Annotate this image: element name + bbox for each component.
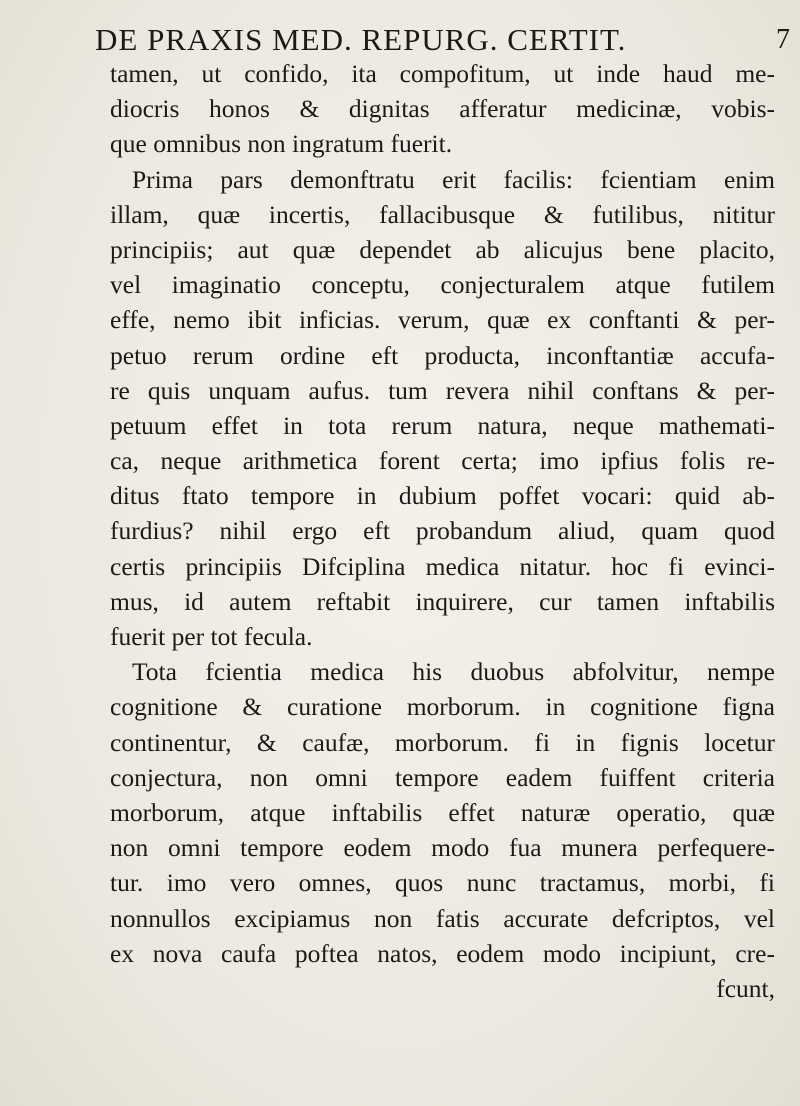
body-text xyxy=(110,56,775,1006)
text-line: tamen, ut confido, ita compofitum, ut inde haud me- xyxy=(110,59,775,88)
text-line: re quis unquam aufus. tum revera nihil conftans & per- xyxy=(110,375,775,405)
text-line: fcunt, xyxy=(716,973,775,1003)
text-line: diocris honos & dignitas afferatur medicinæ, vobis- xyxy=(110,94,775,124)
text-line: certis principiis Difciplina medica nitatur. hoc fi evinci- xyxy=(110,551,775,581)
running-title: DE PRAXIS MED. REPURG. CERTIT. xyxy=(95,22,627,57)
text-line: vel imaginatio conceptu, conjecturalem atque futilem xyxy=(110,270,775,300)
text-line: nonnullos excipiamus non fatis accurate defcriptos, vel xyxy=(110,903,775,933)
text-line: morborum, atque inftabilis effet naturæ operatio, quæ xyxy=(110,797,775,827)
text-line: que omnibus non ingratum fuerit. xyxy=(110,129,453,159)
text-line: furdius? nihil ergo eft probandum aliud, quam quod xyxy=(110,516,775,546)
text-line: cognitione & curatione morborum. in cognitione figna xyxy=(110,692,775,722)
text-line: Prima pars demonftratu erit facilis: fcientiam enim xyxy=(132,164,775,194)
text-line: fuerit per tot fecula. xyxy=(110,622,313,651)
text-line: petuo rerum ordine eft producta, inconftantiæ accufa- xyxy=(110,340,775,370)
text-line: ditus ftato tempore in dubium poffet vocari: quid ab- xyxy=(110,481,775,511)
text-line: ex nova caufa poftea natos, eodem modo incipiunt, cre- xyxy=(110,938,775,968)
page-number: 7 xyxy=(776,24,790,55)
text-line: mus, id autem reftabit inquirere, cur tamen inftabilis xyxy=(110,586,775,616)
text-line: petuum effet in tota rerum natura, neque mathemati- xyxy=(110,410,775,440)
text-line: illam, quæ incertis, fallacibusque & futilibus, nititur xyxy=(110,199,775,229)
text-line: tur. imo vero omnes, quos nunc tractamus, morbi, fi xyxy=(110,868,775,898)
text-line: ca, neque arithmetica forent certa; imo ipfius folis re- xyxy=(110,446,775,476)
text-line: conjectura, non omni tempore eadem fuiffent criteria xyxy=(110,762,775,792)
text-line: effe, nemo ibit inficias. verum, quæ ex conftanti & per- xyxy=(110,305,775,335)
text-line: non omni tempore eodem modo fua munera perfequere- xyxy=(110,833,775,863)
text-line: principiis; aut quæ dependet ab alicujus bene placito, xyxy=(110,234,775,264)
text-line: Tota fcientia medica his duobus abfolvitur, nempe xyxy=(132,657,775,687)
text-line: continentur, & caufæ, morborum. fi in fignis locetur xyxy=(110,727,775,757)
